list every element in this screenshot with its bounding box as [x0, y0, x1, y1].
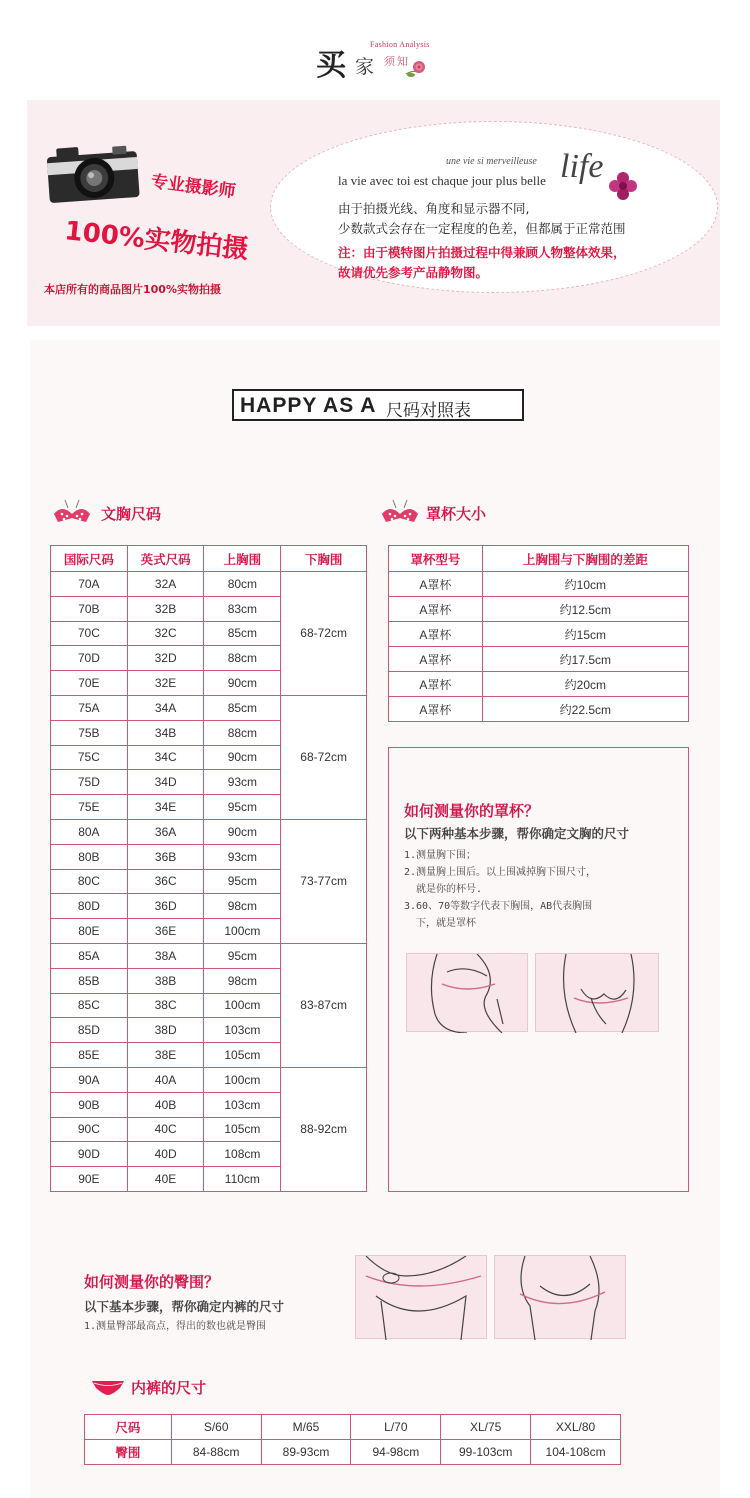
- bra-size-label: 文胸尺码: [101, 505, 162, 523]
- table-cell: 40D: [127, 1142, 204, 1167]
- bra-header-upper: 上胸围: [204, 546, 281, 572]
- bra-header-under: 下胸围: [281, 546, 367, 572]
- panty-size-cell: XL/75: [441, 1415, 531, 1440]
- cup-size-table: [388, 545, 689, 722]
- table-cell: 38D: [127, 1018, 204, 1043]
- cup-step: 1.测量胸下围；: [404, 850, 477, 861]
- table-cell: 80A: [51, 819, 128, 844]
- table-cell: 85cm: [204, 621, 281, 646]
- table-cell: 38B: [127, 968, 204, 993]
- table-cell: 90E: [51, 1167, 128, 1192]
- flower-icon: [403, 56, 431, 80]
- cup-step: 2.测量胸上围后。以上围减掉胸下围尺寸，: [404, 867, 597, 878]
- table-cell: 34A: [127, 695, 204, 720]
- table-cell: 90C: [51, 1117, 128, 1142]
- table-cell: 98cm: [204, 968, 281, 993]
- header-xuzhi: 须知: [384, 55, 410, 68]
- panty-size-cell: XXL/80: [531, 1415, 621, 1440]
- table-row: [51, 943, 367, 968]
- table-cell: 90A: [51, 1067, 128, 1092]
- happy-text: HAPPY AS A: [240, 394, 377, 417]
- bra-icon: [380, 498, 420, 526]
- table-cell: 100cm: [204, 1067, 281, 1092]
- size-table-text: 尺码对照表: [386, 401, 471, 421]
- table-cell: 40C: [127, 1117, 204, 1142]
- panty-hip-cell: 99-103cm: [441, 1440, 531, 1465]
- table-cell: 85E: [51, 1043, 128, 1068]
- table-cell: A罩杯: [389, 672, 483, 697]
- table-cell: 85cm: [204, 695, 281, 720]
- table-row: [51, 695, 367, 720]
- table-cell: 103cm: [204, 1018, 281, 1043]
- header-char-mai: 买: [316, 48, 346, 83]
- table-cell: 80C: [51, 869, 128, 894]
- table-cell: 约17.5cm: [482, 647, 688, 672]
- table-cell: 100cm: [204, 993, 281, 1018]
- table-cell: 110cm: [204, 1167, 281, 1192]
- table-cell: 约15cm: [482, 622, 688, 647]
- table-row: [51, 819, 367, 844]
- table-cell: 95cm: [204, 943, 281, 968]
- table-cell: 90cm: [204, 819, 281, 844]
- panty-size-row-label: 尺码: [85, 1415, 172, 1440]
- table-cell: 32D: [127, 646, 204, 671]
- table-cell: 108cm: [204, 1142, 281, 1167]
- table-cell: 85D: [51, 1018, 128, 1043]
- cup-measure-steps: [404, 847, 596, 932]
- underbust-cell: 68-72cm: [281, 572, 367, 696]
- table-cell: 88cm: [204, 646, 281, 671]
- table-row: [51, 572, 367, 597]
- table-cell: 88cm: [204, 720, 281, 745]
- table-cell: 40E: [127, 1167, 204, 1192]
- table-cell: 32C: [127, 621, 204, 646]
- panty-size-cell: M/65: [261, 1415, 351, 1440]
- cup-size-label: 罩杯大小: [426, 505, 487, 523]
- underbust-cell: 73-77cm: [281, 819, 367, 943]
- table-cell: 40A: [127, 1067, 204, 1092]
- underbust-measure-illustration: [406, 953, 528, 1032]
- panty-hip-cell: 94-98cm: [351, 1440, 441, 1465]
- panty-hip-row-label: 臀围: [85, 1440, 172, 1465]
- cup-step: 下，就是罩杯: [404, 918, 477, 929]
- underbust-cell: 88-92cm: [281, 1067, 367, 1191]
- table-cell: 38A: [127, 943, 204, 968]
- panty-size-cell: L/70: [351, 1415, 441, 1440]
- table-cell: 85B: [51, 968, 128, 993]
- table-cell: 约10cm: [482, 572, 688, 597]
- table-cell: 34D: [127, 770, 204, 795]
- underbust-cell: 68-72cm: [281, 695, 367, 819]
- panty-hip-cell: 84-88cm: [171, 1440, 261, 1465]
- table-cell: 32A: [127, 572, 204, 597]
- table-cell: 83cm: [204, 596, 281, 621]
- panty-size-table: [84, 1414, 621, 1465]
- hip-measure-illustration-front: [355, 1255, 487, 1339]
- table-row: [389, 697, 689, 722]
- table-cell: 105cm: [204, 1043, 281, 1068]
- table-cell: A罩杯: [389, 622, 483, 647]
- table-cell: 70B: [51, 596, 128, 621]
- camera-icon: [42, 137, 146, 212]
- table-row: [389, 597, 689, 622]
- notice-note-2: 故请优先参考产品静物图。: [338, 265, 489, 280]
- table-cell: 95cm: [204, 795, 281, 820]
- table-cell: A罩杯: [389, 697, 483, 722]
- hip-measure-subtitle: 以下基本步骤，帮你确定内裤的尺寸: [84, 1299, 285, 1314]
- table-cell: 约22.5cm: [482, 697, 688, 722]
- table-cell: 75B: [51, 720, 128, 745]
- table-cell: 75D: [51, 770, 128, 795]
- bra-size-table: [50, 545, 367, 1192]
- table-cell: 75E: [51, 795, 128, 820]
- panty-size-label: 内裤的尺寸: [131, 1379, 207, 1397]
- real-shot-label: 100%实物拍摄: [63, 216, 250, 266]
- table-cell: 36D: [127, 894, 204, 919]
- flower-icon: [605, 168, 641, 204]
- table-cell: 36A: [127, 819, 204, 844]
- notice-line-1: 由于拍摄光线、角度和显示器不同,: [338, 201, 530, 216]
- table-cell: 103cm: [204, 1092, 281, 1117]
- table-cell: 34C: [127, 745, 204, 770]
- table-cell: 38C: [127, 993, 204, 1018]
- panty-icon: [90, 1378, 126, 1396]
- table-cell: 70A: [51, 572, 128, 597]
- table-cell: 90cm: [204, 745, 281, 770]
- table-cell: 36B: [127, 844, 204, 869]
- bra-header-uk: 英式尺码: [127, 546, 204, 572]
- header-char-jia: 家: [355, 56, 375, 78]
- table-cell: 90D: [51, 1142, 128, 1167]
- table-cell: 93cm: [204, 770, 281, 795]
- cup-header-type: 罩杯型号: [389, 546, 483, 572]
- table-cell: 90B: [51, 1092, 128, 1117]
- table-cell: 85C: [51, 993, 128, 1018]
- cup-measure-title: 如何测量你的罩杯？: [404, 802, 540, 820]
- notice-note-1: 注：由于模特图片拍摄过程中得兼顾人物整体效果，: [338, 245, 626, 260]
- all-items-note: 本店所有的商品图片100%实物拍摄: [44, 283, 221, 296]
- table-cell: 34B: [127, 720, 204, 745]
- table-cell: 40B: [127, 1092, 204, 1117]
- table-cell: 70E: [51, 671, 128, 696]
- table-cell: 80B: [51, 844, 128, 869]
- table-row: [389, 622, 689, 647]
- life-script: life: [560, 148, 604, 185]
- table-cell: 70C: [51, 621, 128, 646]
- underbust-cell: 83-87cm: [281, 943, 367, 1067]
- cup-step: 就是你的杯号.: [404, 884, 483, 895]
- french-text: la vie avec toi est chaque jour plus belle: [338, 173, 546, 188]
- table-cell: A罩杯: [389, 572, 483, 597]
- cup-header-diff: 上胸围与下胸围的差距: [482, 546, 688, 572]
- small-french-text: une vie si merveilleuse: [446, 156, 537, 167]
- table-cell: 70D: [51, 646, 128, 671]
- table-row: [389, 672, 689, 697]
- table-cell: 36C: [127, 869, 204, 894]
- table-cell: 38E: [127, 1043, 204, 1068]
- bra-icon: [52, 498, 92, 526]
- table-row: [51, 1067, 367, 1092]
- size-chart-title: [232, 389, 524, 421]
- table-cell: 75A: [51, 695, 128, 720]
- notice-line-2: 少数款式会存在一定程度的色差，但都属于正常范围: [338, 221, 626, 236]
- table-cell: 95cm: [204, 869, 281, 894]
- table-cell: 约12.5cm: [482, 597, 688, 622]
- table-cell: 100cm: [204, 919, 281, 944]
- hip-measure-illustration-side: [494, 1255, 626, 1339]
- table-cell: 32B: [127, 596, 204, 621]
- hip-measure-title: 如何测量你的臀围？: [84, 1273, 220, 1291]
- table-cell: 34E: [127, 795, 204, 820]
- table-cell: 80D: [51, 894, 128, 919]
- table-cell: 80cm: [204, 572, 281, 597]
- table-cell: 85A: [51, 943, 128, 968]
- table-cell: 32E: [127, 671, 204, 696]
- bra-header-intl: 国际尺码: [51, 546, 128, 572]
- table-cell: 105cm: [204, 1117, 281, 1142]
- panty-hip-cell: 104-108cm: [531, 1440, 621, 1465]
- table-cell: 98cm: [204, 894, 281, 919]
- cup-measure-subtitle: 以下两种基本步骤，帮你确定文胸的尺寸: [404, 826, 630, 841]
- table-cell: 75C: [51, 745, 128, 770]
- table-cell: 93cm: [204, 844, 281, 869]
- bust-measure-illustration: [535, 953, 659, 1032]
- photographer-label: 专业摄影师: [149, 171, 237, 203]
- hip-measure-step: 1.测量臀部最高点，得出的数也就是臀围: [84, 1321, 267, 1332]
- table-cell: A罩杯: [389, 647, 483, 672]
- table-cell: A罩杯: [389, 597, 483, 622]
- panty-hip-cell: 89-93cm: [261, 1440, 351, 1465]
- cup-step: 3.60、70等数字代表下胸围，AB代表胸围: [404, 901, 593, 912]
- table-row: [389, 572, 689, 597]
- table-cell: 约20cm: [482, 672, 688, 697]
- header-english: Fashion Analysis: [370, 40, 430, 49]
- table-cell: 90cm: [204, 671, 281, 696]
- table-cell: 80E: [51, 919, 128, 944]
- table-row: [389, 647, 689, 672]
- table-cell: 36E: [127, 919, 204, 944]
- panty-size-cell: S/60: [171, 1415, 261, 1440]
